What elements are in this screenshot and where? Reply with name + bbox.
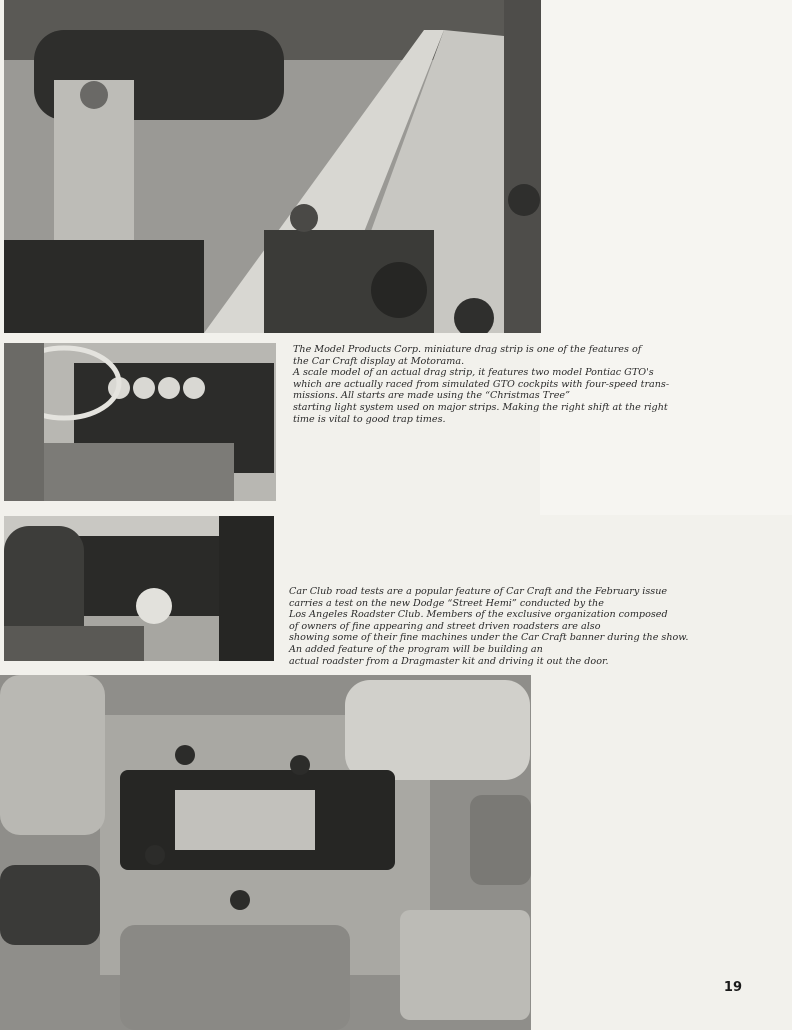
crowd-drag-strip-photo-icon [4, 0, 541, 333]
aerial-cars-photo-icon [0, 675, 531, 1030]
drag-strip-photo [4, 0, 541, 333]
caption-line: missions. All starts are made using the “Christmas Tree” [293, 390, 570, 402]
caption-line: showing some of their fine machines under the Car Craft banner during the show. [289, 632, 689, 644]
roadster-club-photo [4, 516, 274, 661]
caption-line: The Model Products Corp. miniature drag strip is one of the features of [293, 344, 642, 355]
caption-line: of owners of fine appearing and street driven roadsters are also [289, 620, 601, 632]
aerial-roadsters-photo [0, 675, 531, 1030]
car-club-caption [289, 586, 688, 667]
caption-line: starting light system used on major strips. Making the right shift at the right [293, 401, 668, 413]
roadster-photo-icon [4, 516, 274, 661]
caption-line: Car Club road tests are a popular feature of Car Craft and the February issue [289, 586, 668, 597]
drag-strip-caption [293, 344, 669, 425]
caption-line: which are actually raced from simulated GTO cockpits with four-speed trans- [293, 378, 670, 390]
page-number: 19 [723, 980, 742, 995]
bleed-through-area [540, 0, 792, 515]
caption-line: Los Angeles Roadster Club. Members of the exclusive organization composed [289, 609, 668, 621]
caption-line: actual roadster from a Dragmaster kit and driving it out the door. [289, 655, 609, 667]
bleed-through-ghost-text [395, 420, 575, 570]
caption-line: the Car Craft display at Motorama. [293, 355, 465, 367]
caption-line: An added feature of the program will be building an [289, 643, 543, 655]
cockpit-photo [4, 343, 276, 501]
caption-line: carries a test on the new Dodge “Street Hemi” conducted by the [289, 597, 604, 609]
caption-line: time is vital to good trap times. [293, 413, 446, 425]
dashboard-photo-icon [4, 343, 276, 501]
caption-line: A scale model of an actual drag strip, it features two model Pontiac GTO's [293, 367, 654, 379]
